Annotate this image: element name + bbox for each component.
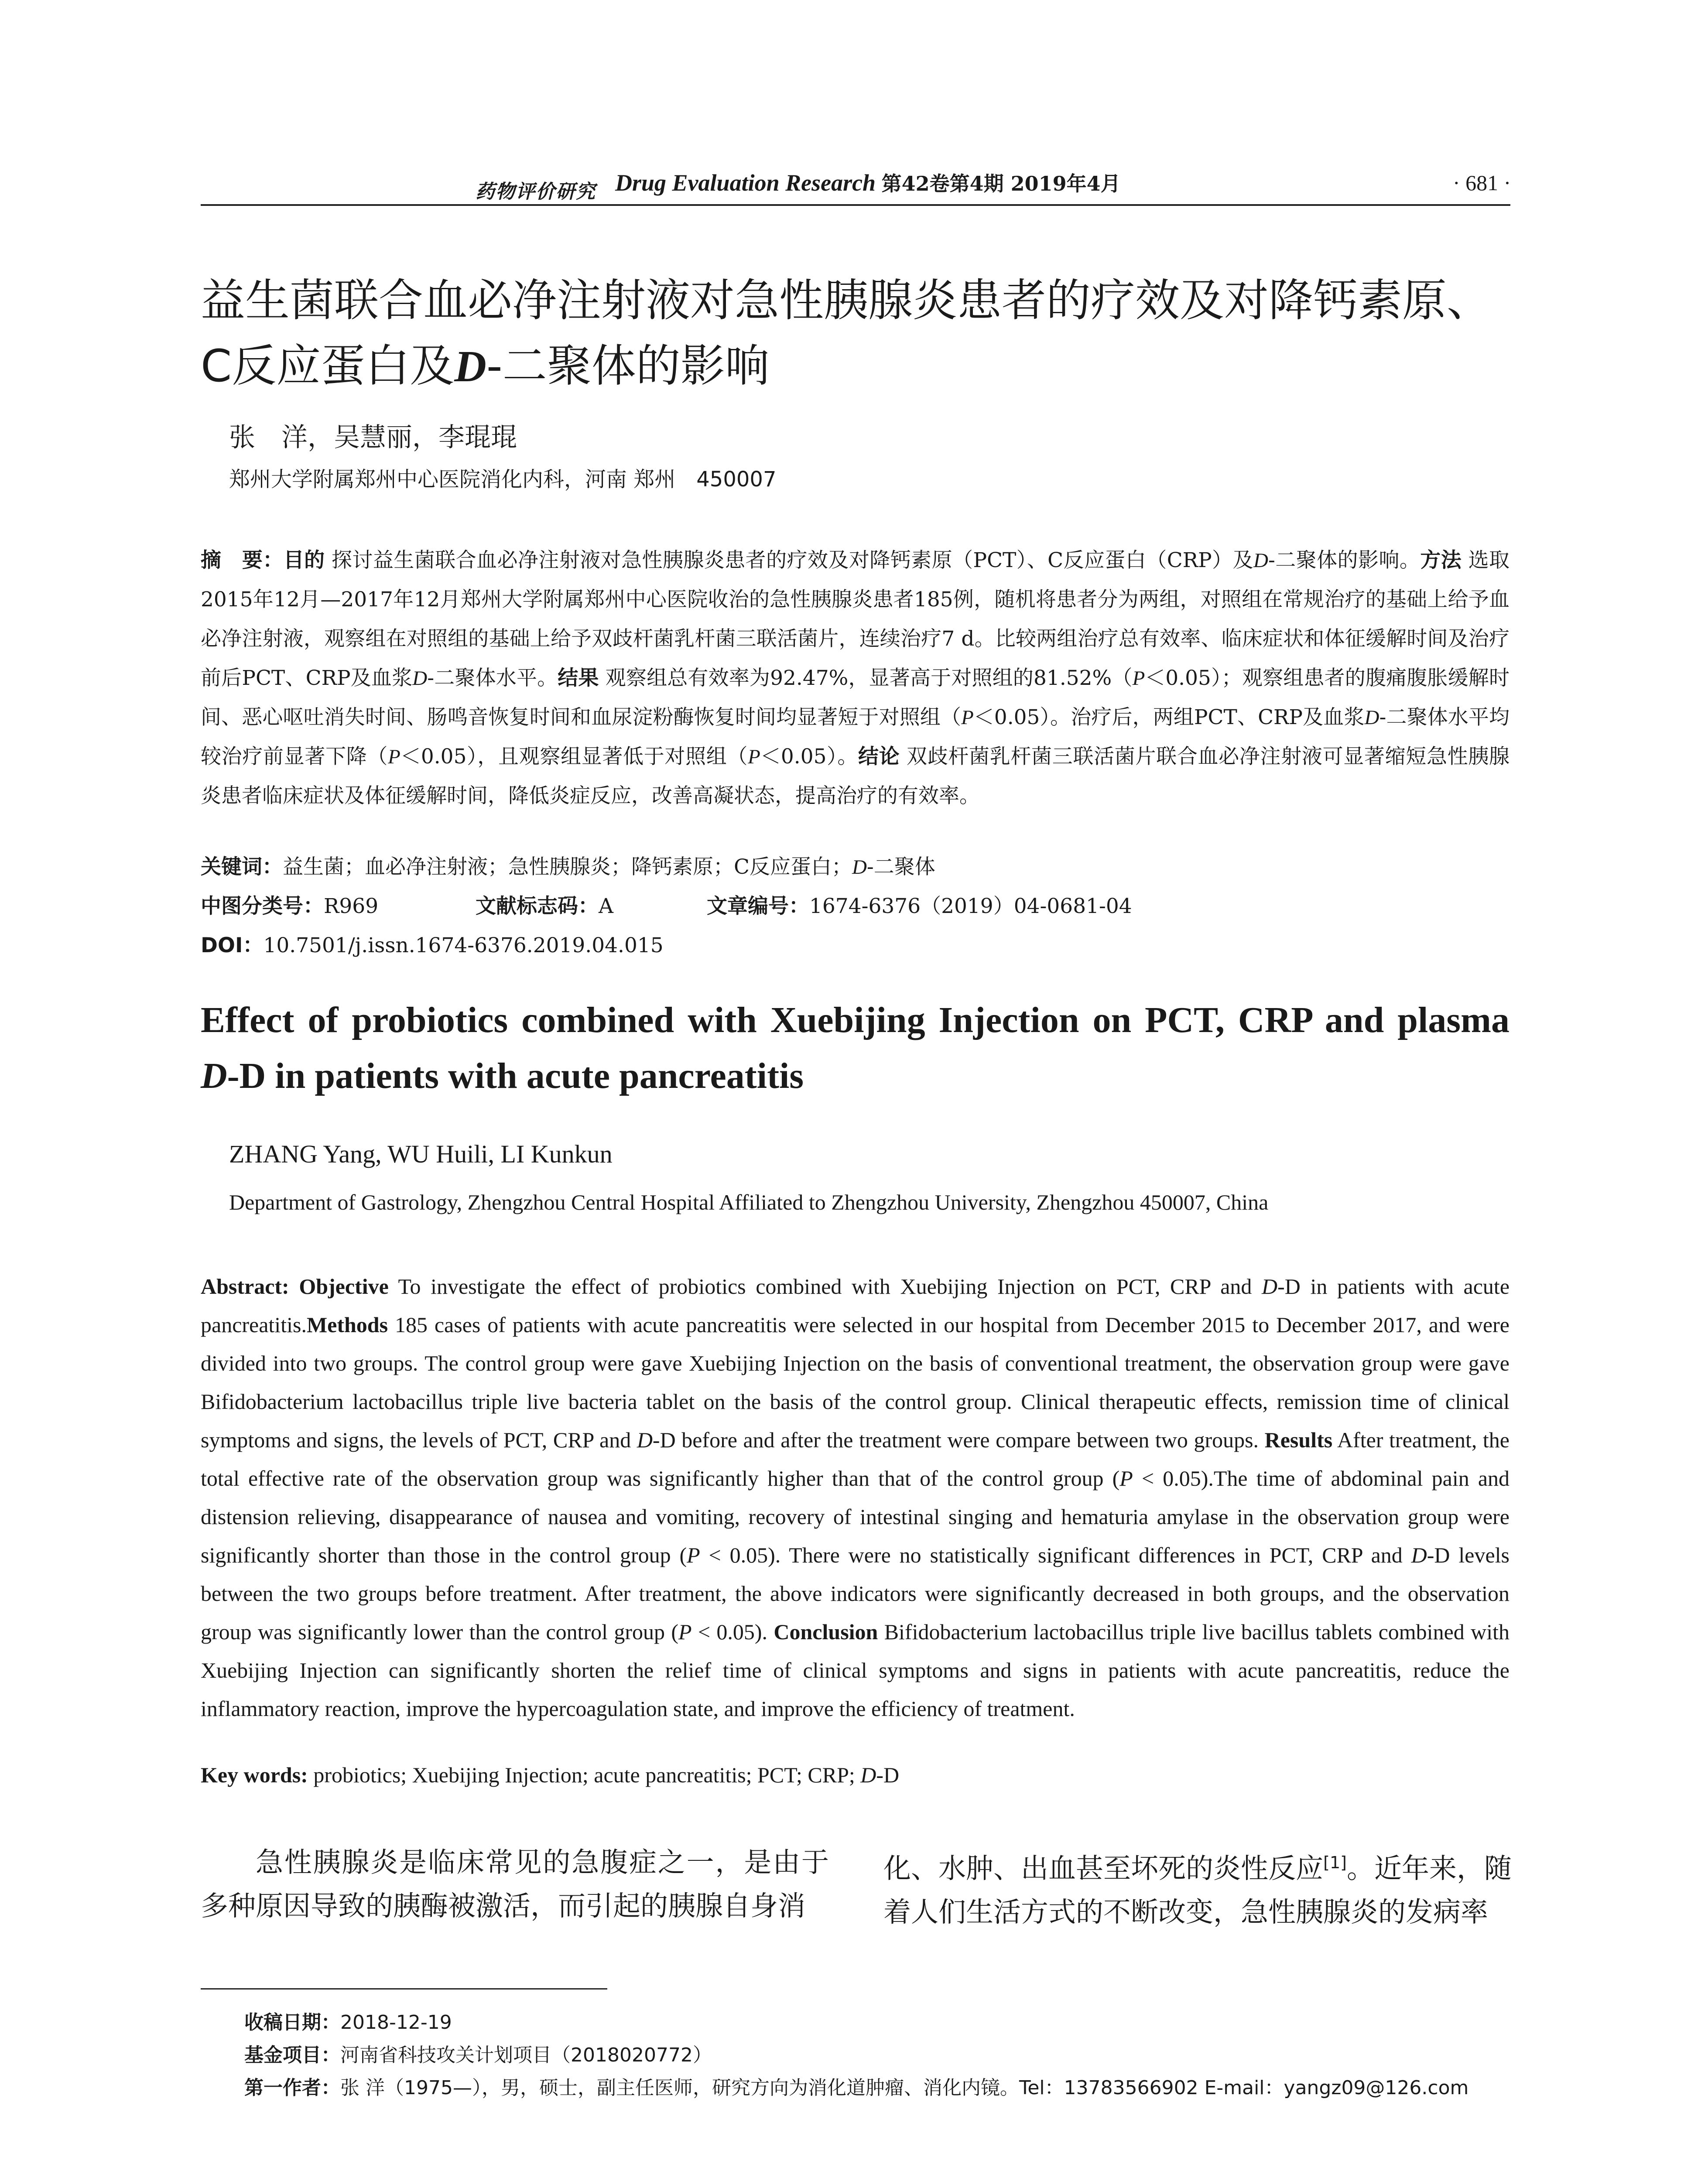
abstract-en: Abstract: Objective To investigate the effect of probiotics combined with Xuebijing Injection on PCT, CRP and D-D in patients with acute pancreatitis.Methods 185 cases of patients with acute pancreatitis were selected in our hospital from December 2015 to December 2017, and were divided into two groups. The control group were gave Xuebijing Injection on the basis of conventional treatment, the observation group were gave Bifidobacterium lactobacillus triple live bacteria tablet on the basis of the control group. Clinical therapeutic effects, remission time of clinical symptoms and signs, the levels of PCT, CRP and D-D before and after the treatment were compare between two groups. Results After treatment, the total effective rate of the observation group was significantly higher than that of the control group (P < 0.05).The time of abdominal pain and distension relieving, disappearance of nausea and vomiting, recovery of intestinal singing and hematuria amylase in the observation group were significantly shorter than those in the control group (P < 0.05). There were no statistically significant differences in PCT, CRP and D-D levels between the two groups before treatment. After treatment, the above indicators were significantly decreased in both groups, and the observation group was significantly lower than the control group (P < 0.05). Conclusion Bifidobacterium lactobacillus triple live bacillus tablets combined with Xuebijing Injection can significantly shorten the relief time of clinical symptoms and signs in patients with acute pancreatitis, reduce the inflammatory reaction, improve the hypercoagulation state, and improve the efficiency of treatment.: [201, 1274, 1510, 1721]
footnote-received: 收稿日期：2018-12-19: [244, 2011, 452, 2034]
article-number: 文章编号：1674-6376（2019）04-0681-04: [707, 894, 1132, 918]
title-cn: 益生菌联合血必净注射液对急性胰腺炎患者的疗效及对降钙素原、C反应蛋白及D-二聚体的影响: [201, 275, 1491, 392]
footnote-first-author: 第一作者：张 洋（1975—），男，硕士，副主任医师，研究方向为消化道肿瘤、消化内镜。Tel：13783566902 E-mail：yangz09@126.com: [244, 2077, 1469, 2099]
footnote-fund: 基金项目：河南省科技攻关计划项目（2018020772）: [244, 2044, 712, 2066]
running-header: [201, 168, 1509, 203]
authors-cn: 张 洋，吴慧丽，李琨琨: [229, 422, 517, 453]
document-code: 文献标志码：A: [476, 894, 613, 918]
doi-line: DOI：10.7501/j.issn.1674-6376.2019.04.015: [201, 933, 664, 957]
header-rule: [201, 204, 1510, 206]
body-column-right: 化、水肿、出血甚至坏死的炎性反应[1]。近年来，随着人们生活方式的不断改变，急性胰腺炎的发病率: [883, 1853, 1512, 1928]
abstract-cn: 摘 要：目的 探讨益生菌联合血必净注射液对急性胰腺炎患者的疗效及对降钙素原（PCT）、C反应蛋白（CRP）及D-二聚体的影响。方法 选取2015年12月—2017年12月郑州大学附属郑州中心医院收治的急性胰腺炎患者185例，随机将患者分为两组，对照组在常规治疗的基础上给予血必净注射液，观察组在对照组的基础上给予双歧杆菌乳杆菌三联活菌片，连续治疗7 d。比较两组治疗总有效率、临床症状和体征缓解时间及治疗前后PCT、CRP及血浆D-二聚体水平。结果 观察组总有效率为92.47%，显著高于对照组的81.52%（P＜0.05）；观察组患者的腹痛腹胀缓解时间、恶心呕吐消失时间、肠鸣音恢复时间和血尿淀粉酶恢复时间均显著短于对照组（P＜0.05）。治疗后，两组PCT、CRP及血浆D-二聚体水平均较治疗前显著下降（P＜0.05），且观察组显著低于对照组（P＜0.05）。结论 双歧杆菌乳杆菌三联活菌片联合血必净注射液可显著缩短急性胰腺炎患者临床症状及体征缓解时间，降低炎症反应，改善高凝状态，提高治疗的有效率。: [201, 548, 1510, 808]
classification-line: 中图分类号：R969: [201, 894, 379, 918]
doi-link[interactable]: 10.7501/j.issn.1674-6376.2019.04.015: [263, 933, 664, 957]
body-column-left: 急性胰腺炎是临床常见的急腹症之一，是由于多种原因导致的胰酶被激活，而引起的胰腺自身消: [201, 1846, 829, 1922]
keywords-en: Key words: probiotics; Xuebijing Injection; acute pancreatitis; PCT; CRP; D-D: [201, 1763, 900, 1787]
footnote-rule: [201, 1988, 607, 1990]
journal-citation: [615, 168, 1121, 197]
clc-number: R969: [324, 894, 379, 918]
affiliation-cn: 郑州大学附属郑州中心医院消化内科，河南 郑州 450007: [229, 467, 777, 492]
authors-en: ZHANG Yang, WU Huili, LI Kunkun: [229, 1140, 613, 1168]
affiliation-en: Department of Gastrology, Zhengzhou Central Hospital Affiliated to Zhengzhou University, Zhengzhou 450007, China: [229, 1190, 1269, 1214]
keywords-cn: 关键词：益生菌；血必净注射液；急性胰腺炎；降钙素原；C反应蛋白；D-二聚体: [201, 855, 935, 879]
journal-logo: 药物评价研究: [476, 181, 596, 203]
reference-marker[interactable]: [1]: [1323, 1853, 1347, 1872]
journal-issue: 第42卷第4期 2019年4月: [881, 172, 1121, 195]
journal-name: Drug Evaluation Research: [615, 170, 876, 196]
page-number: · 681 ·: [1453, 171, 1511, 195]
title-en: Effect of probiotics combined with Xuebijing Injection on PCT, CRP and plasma D-D in patients with acute pancreatitis: [201, 1000, 1509, 1096]
